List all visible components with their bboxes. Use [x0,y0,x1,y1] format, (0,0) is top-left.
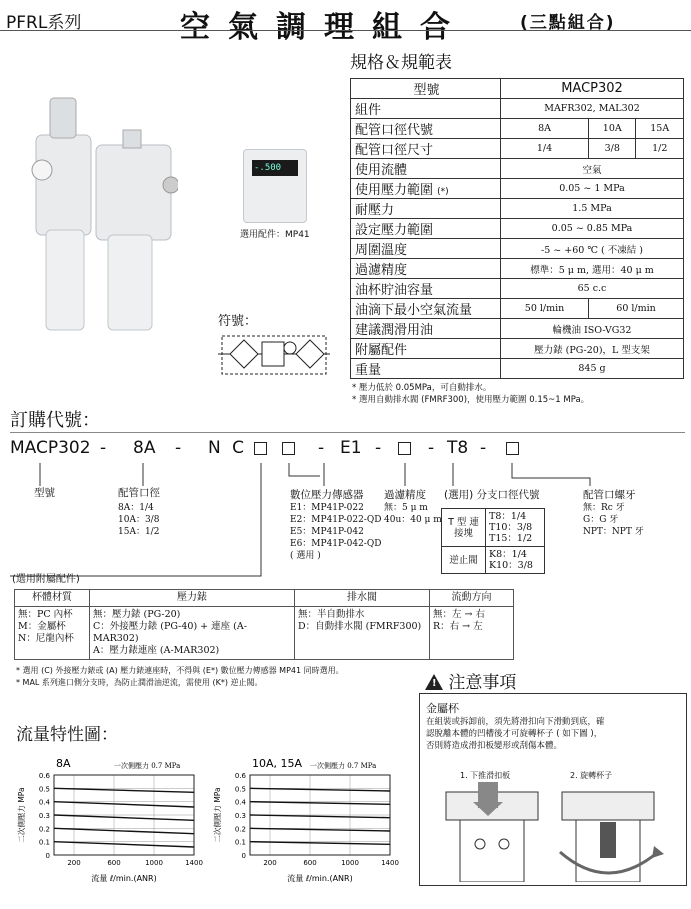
chart-title: 8A [56,757,71,770]
y-tick-label: 0.1 [234,838,246,847]
series-line [54,828,194,833]
code-t8: T8 [447,438,469,458]
thread-options: 無：Rc 牙 G：G 牙 NPT：NPT 牙 [583,503,644,537]
spec-title: 規格＆規範表 [350,53,452,73]
spec-notes: * 壓力低於 0.05MPa，可自動排水。 * 選用自動排水閥 (FMRF300)，使用壓力範圍 0.15~1 MPa。 [352,383,590,405]
series-line [54,815,194,820]
sensor-label: 數位壓力傳感器 [290,489,364,501]
table-row: 油滴下最小空氣流量 50 l/min 60 l/min [351,299,684,319]
flow-chart-8a [14,755,204,890]
tee-table [441,508,545,574]
y-tick-label: 0.5 [234,785,246,794]
sensor-options: E1：MP41P-022 E2：MP41P-022-QD E5：MP41P-042 E6：MP41P-042-QD ( 選用 ) [290,503,382,561]
code-nc: N C [208,438,247,458]
table-row: 周圍溫度 -5 ~ +60 ℃ ( 不凍結 ) [351,239,684,259]
y-tick-label: 0.6 [38,772,50,780]
y-axis-label: 二次側壓力 MPa [213,787,222,843]
pneumatic-symbol [218,332,330,378]
code-port: 8A [133,438,156,458]
caution-box [419,693,687,886]
chart-subtitle: 一次側壓力 0.7 MPa [310,762,377,770]
table-row: 無：PC 內杯 M：金屬杯 N：尼龍內杯 無：壓力錶 (PG-20) C：外接壓力錶 (PG-40) + 連座 (A-MAR302) A：壓力錶連座 (A-MAR302) 無：半自動排水 D：自動排水閥 (FMRF300) 無：左 → 右 R：右 → 左 [15,607,514,660]
series-line [250,842,390,845]
x-tick-label: 200 [67,859,81,867]
table-row: 設定壓力範圍 0.05 ~ 0.85 MPa [351,219,684,239]
y-tick-label: 0 [45,852,50,860]
page-subtitle: (三點組合) [520,13,616,33]
order-divider [10,432,685,433]
accessory-label: (選用附屬配件) [12,574,80,585]
step2-image [550,782,670,882]
code-dash: - [480,438,487,458]
accessory-caption: 選用配件：MP41 [240,230,310,240]
table-row: 逆止閥 K8：1/4 K10：3/8 [442,547,545,574]
product-image [28,90,178,340]
header-divider [0,30,691,31]
table-row: 配管口徑尺寸 1/4 3/8 1/2 [351,139,684,159]
caution-item: 金屬杯 [426,702,459,715]
y-tick-label: 0 [241,852,246,860]
y-tick-label: 0.3 [234,812,246,820]
y-tick-label: 0.4 [234,798,246,807]
table-row: 杯體材質 壓力錶 排水閥 流動方向 [15,590,514,607]
table-row: 重量 845 g [351,359,684,379]
code-dash: - [175,438,182,458]
series-line [54,788,194,792]
step1-image [438,782,548,882]
accessory-display: -.500 [252,160,298,176]
table-row: 配管口徑代號 8A 10A 15A [351,119,684,139]
order-title: 訂購代號： [10,410,100,431]
x-tick-label: 600 [303,859,317,867]
table-row: 耐壓力 1.5 MPa [351,199,684,219]
y-tick-label: 0.6 [234,772,246,780]
step2-label: 2. 旋轉杯子 [570,771,613,780]
table-row: 油杯貯油容量 65 c.c [351,279,684,299]
y-tick-label: 0.3 [38,812,50,820]
step1-label: 1. 下推滑扣板 [460,771,511,780]
code-dash: - [428,438,435,458]
y-tick-label: 0.5 [38,785,50,794]
port-options: 8A：1/4 10A：3/8 15A：1/2 [118,503,160,537]
series-line [250,828,390,831]
code-dash: - [375,438,382,458]
x-axis-label: 流量 ℓ/min.(ANR) [287,874,353,883]
series-line [54,842,194,847]
x-tick-label: 200 [263,859,277,867]
series-line [250,815,390,818]
page-title: 空氣調理組合 [180,10,468,45]
order-notes: * 選用 (C) 外接壓力錶或 (A) 壓力錶連座時，不得與 (E*) 數位壓力傳感器 MP41 同時選用。 * MAL 系列進口側分支時，為防止潤滑油逆流，需使用 (K*) 逆止閥。 [16,666,344,687]
table-row: 使用流體 空氣 [351,159,684,179]
table-row: 型號 MACP302 [351,79,684,99]
table-row: 組件 MAFR302, MAL302 [351,99,684,119]
flow-chart-10a-15a [210,755,400,890]
y-tick-label: 0.4 [38,798,50,807]
series-label: PFRL系列 [6,13,82,33]
chart-title: 10A, 15A [252,757,303,770]
x-tick-label: 1400 [381,859,399,867]
flow-title: 流量特性圖： [16,725,118,745]
table-row: T 型 連接塊 T8：1/4 T10：3/8 T15：1/2 [442,509,545,547]
code-dash: - [318,438,325,458]
caution-text: 在組裝或拆卸前，須先將滑扣向下滑動到底，確 認脫離本體的凹槽後才可旋轉杯子 ( 如下圖 )， 否則將造成滑扣板變形或刮傷本體。 [426,717,605,751]
spec-table [350,78,684,379]
port-label: 配管口徑 [118,487,160,499]
series-line [250,788,390,791]
accessory-image [243,149,307,223]
filter-label: 過濾精度 [384,489,426,501]
y-tick-label: 0.2 [234,825,246,834]
code-dash: - [100,438,107,458]
y-axis-label: 二次側壓力 MPa [17,787,26,843]
symbol-label: 符號： [218,314,258,329]
series-line [250,802,390,805]
y-tick-label: 0.1 [38,838,50,847]
code-box [254,438,267,458]
x-tick-label: 1400 [185,859,203,867]
code-model: MACP302 [10,438,91,458]
y-tick-label: 0.2 [38,825,50,834]
filter-options: 無：5 μ m 40u：40 μ m [384,503,442,525]
x-tick-label: 1000 [145,859,163,867]
accessory-table [14,589,514,660]
code-e1: E1 [340,438,362,458]
code-box [398,438,411,458]
x-tick-label: 600 [107,859,121,867]
series-line [54,802,194,807]
table-row: 附屬配件 壓力錶 (PG-20)，L 型支架 [351,339,684,359]
table-row: 使用壓力範圍 (*) 0.05 ~ 1 MPa [351,179,684,199]
warning-icon: ! [425,674,443,690]
x-axis-label: 流量 ℓ/min.(ANR) [91,874,157,883]
caution-heading: ! 注意事項 [425,668,516,693]
x-tick-label: 1000 [341,859,359,867]
model-label: 型號 [34,487,55,499]
table-row: 過濾精度 標準：5 μ m, 選用：40 μ m [351,259,684,279]
code-box [282,438,295,458]
chart-subtitle: 一次側壓力 0.7 MPa [114,762,181,770]
tee-label: (選用) 分支口徑代號 [444,489,540,501]
table-row: 建議潤滑用油 輪機油 ISO-VG32 [351,319,684,339]
thread-label: 配管口螺牙 [583,489,636,501]
code-box [506,438,519,458]
